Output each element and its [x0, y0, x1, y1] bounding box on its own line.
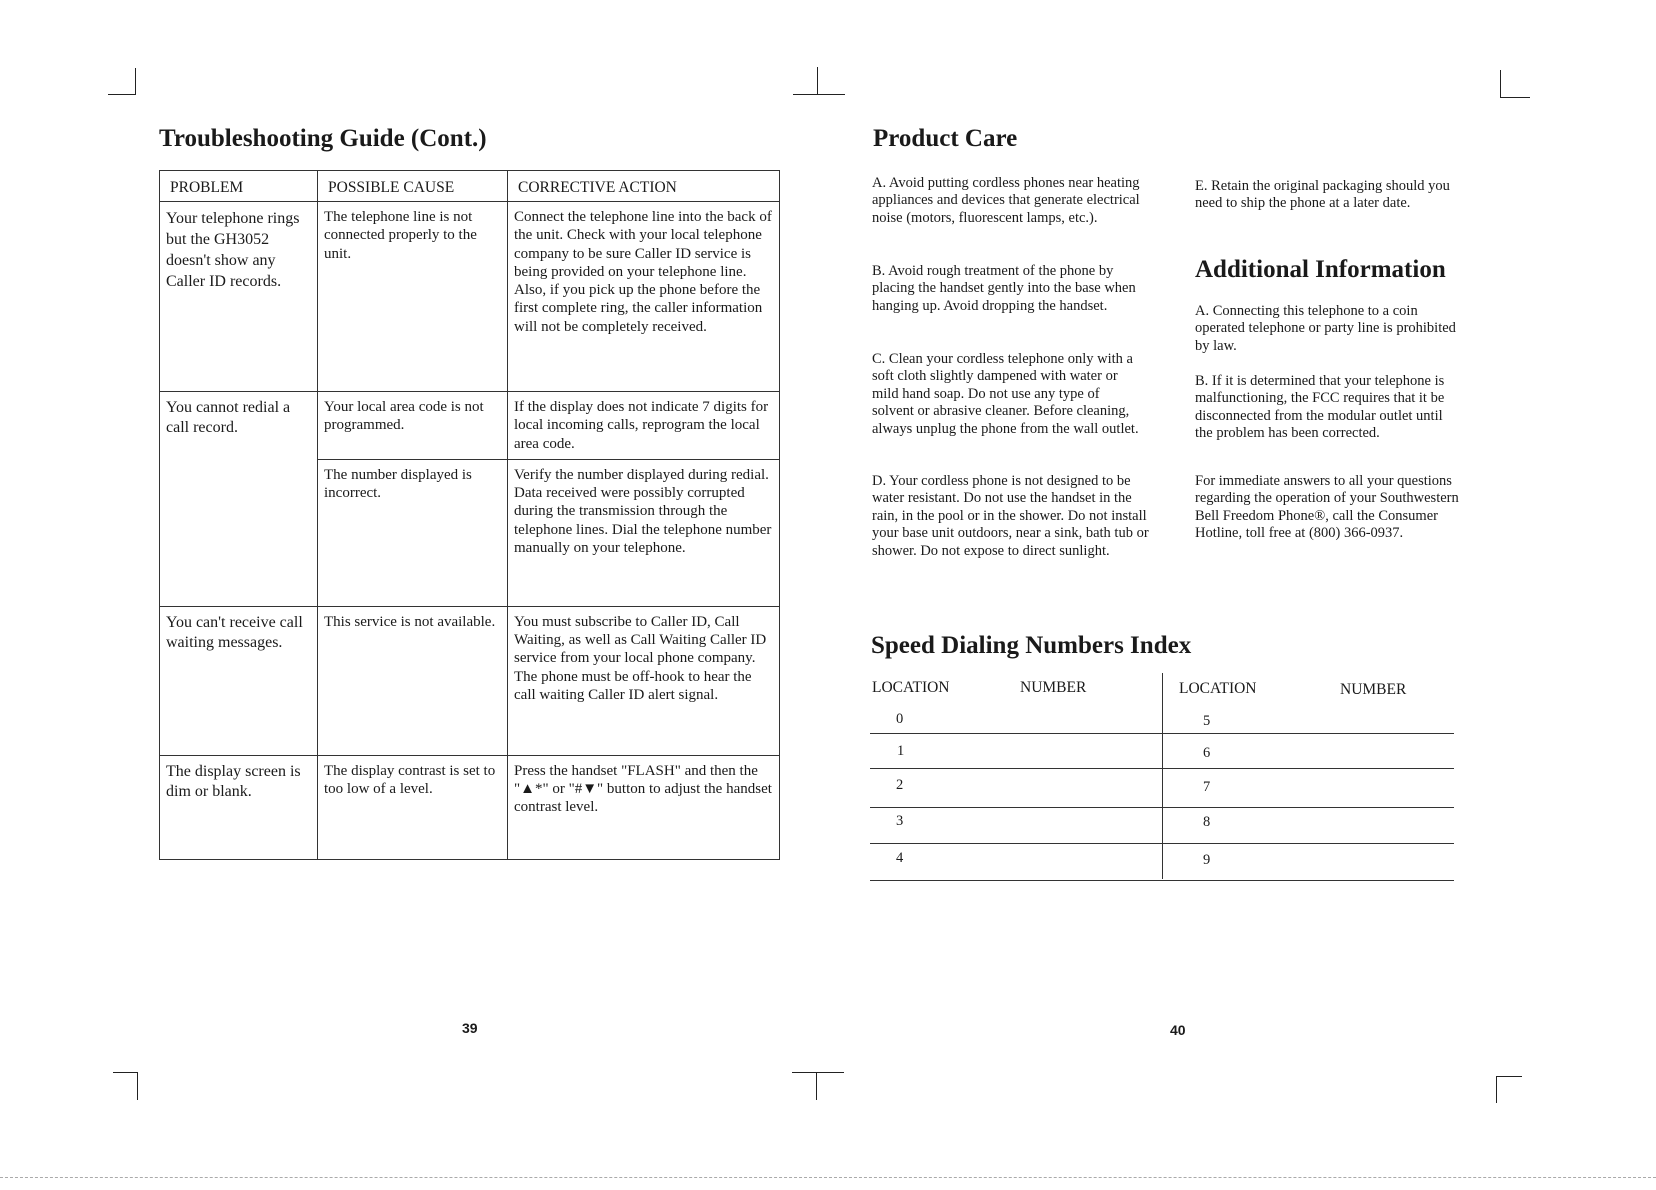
crop-mark	[817, 67, 818, 95]
action-cell: If the display does not indicate 7 digits for local incoming calls, reprogram the local area code.	[508, 392, 780, 460]
number-label-right: NUMBER	[1340, 681, 1407, 698]
table-row	[160, 202, 780, 392]
product-care-item-d: D. Your cordless phone is not designed to be water resistant. Do not use the handset in the rain, in the pool or in the shower. Do not install your base unit outdoors, near a sink, bath tub or shower. Do not expose to direct sunlight.	[872, 473, 1149, 559]
page-number-left: 39	[462, 1020, 478, 1036]
header-possible-cause: POSSIBLE CAUSE	[318, 171, 508, 202]
table-row	[160, 606, 780, 755]
speed-dial-location: 3	[896, 813, 904, 829]
crop-mark	[793, 94, 845, 95]
cause-cell: The number displayed is incorrect.	[318, 459, 508, 606]
location-label-left: LOCATION	[872, 679, 950, 696]
crop-mark	[816, 1072, 817, 1100]
action-cell: Verify the number displayed during redial. Data received were possibly corrupted during the transmission through the telephone lines. Dial the telephone number manually on your telephone.	[508, 459, 780, 606]
product-care-title: Product Care	[873, 125, 1018, 152]
speed-dial-location: 2	[896, 777, 904, 793]
speed-dial-location: 9	[1203, 852, 1211, 868]
problem-cell: The display screen is dim or blank.	[160, 755, 318, 859]
speed-dial-rule	[870, 733, 1454, 734]
additional-info-title: Additional Information	[1195, 256, 1446, 283]
speed-dial-rule	[870, 880, 1454, 881]
crop-mark	[792, 1072, 844, 1073]
scan-edge-line	[0, 1177, 1656, 1178]
additional-info-item-a: A. Connecting this telephone to a coin operated telephone or party line is prohibited by law.	[1195, 303, 1456, 354]
crop-mark	[1500, 70, 1501, 98]
consumer-hotline-text: For immediate answers to all your questions regarding the operation of your Southwestern Bell Freedom Phone®, call the Consumer Hotline, toll free at (800) 366-0937.	[1195, 473, 1459, 542]
crop-mark	[113, 1072, 138, 1073]
product-care-item-e: E. Retain the original packaging should you need to ship the phone at a later date.	[1195, 178, 1450, 212]
crop-mark	[1496, 1076, 1522, 1077]
crop-mark	[1500, 97, 1530, 98]
product-care-item-b: B. Avoid rough treatment of the phone by placing the handset gently into the base when hanging up. Avoid dropping the handset.	[872, 263, 1136, 314]
troubleshooting-table	[159, 170, 780, 860]
cause-cell: Your local area code is not programmed.	[318, 392, 508, 460]
crop-mark	[137, 1072, 138, 1100]
cause-cell: This service is not available.	[318, 606, 508, 755]
page-number-right: 40	[1170, 1022, 1186, 1038]
number-label-left: NUMBER	[1020, 679, 1087, 696]
problem-cell: Your telephone rings but the GH3052 doesn't show any Caller ID records.	[160, 202, 318, 392]
product-care-item-c: C. Clean your cordless telephone only with a soft cloth slightly dampened with water or mild hand soap. Do not use any type of solvent or abrasive cleaner. Before cleaning, always unplug the phone from the wall outlet.	[872, 351, 1139, 437]
speed-dial-location: 4	[896, 850, 904, 866]
speed-dial-rule	[870, 843, 1454, 844]
speed-dial-location: 1	[897, 743, 905, 759]
speed-dial-location: 7	[1203, 779, 1211, 795]
problem-cell: You cannot redial a call record.	[160, 392, 318, 607]
header-corrective-action: CORRECTIVE ACTION	[508, 171, 780, 202]
table-row	[160, 755, 780, 859]
table-row	[160, 392, 780, 460]
speed-dial-location: 8	[1203, 814, 1211, 830]
header-problem: PROBLEM	[160, 171, 318, 202]
location-label-right: LOCATION	[1179, 680, 1257, 697]
speed-dial-location: 5	[1203, 713, 1211, 729]
speed-dial-location: 0	[896, 711, 904, 727]
product-care-item-a: A. Avoid putting cordless phones near heating appliances and devices that generate electrical noise (motors, fluorescent lamps, etc.).	[872, 175, 1140, 226]
speed-dial-divider	[1162, 673, 1163, 879]
speed-dial-title: Speed Dialing Numbers Index	[871, 632, 1192, 659]
problem-cell: You can't receive call waiting messages.	[160, 606, 318, 755]
speed-dial-rule	[870, 807, 1454, 808]
troubleshooting-title: Troubleshooting Guide (Cont.)	[159, 125, 487, 152]
table-header-row	[160, 171, 780, 202]
speed-dial-rule	[870, 768, 1454, 769]
speed-dial-location: 6	[1203, 745, 1211, 761]
additional-info-item-b: B. If it is determined that your telephone is malfunctioning, the FCC requires that it be disconnected from the modular outlet until the problem has been corrected.	[1195, 373, 1445, 442]
crop-mark	[108, 94, 136, 95]
crop-mark	[135, 68, 136, 95]
action-cell: Connect the telephone line into the back of the unit. Check with your local telephone company to be sure Caller ID service is being provided on your telephone line. Also, if you pick up the phone before the first complete ring, the caller information will not be completely received.	[508, 202, 780, 392]
action-cell: You must subscribe to Caller ID, Call Waiting, as well as Call Waiting Caller ID service from your local phone company. The phone must be off-hook to hear the call waiting Caller ID alert signal.	[508, 606, 780, 755]
cause-cell: The display contrast is set to too low of a level.	[318, 755, 508, 859]
action-cell: Press the handset "FLASH" and then the "▲*" or "#▼" button to adjust the handset contrast level.	[508, 755, 780, 859]
cause-cell: The telephone line is not connected properly to the unit.	[318, 202, 508, 392]
crop-mark	[1496, 1076, 1497, 1103]
